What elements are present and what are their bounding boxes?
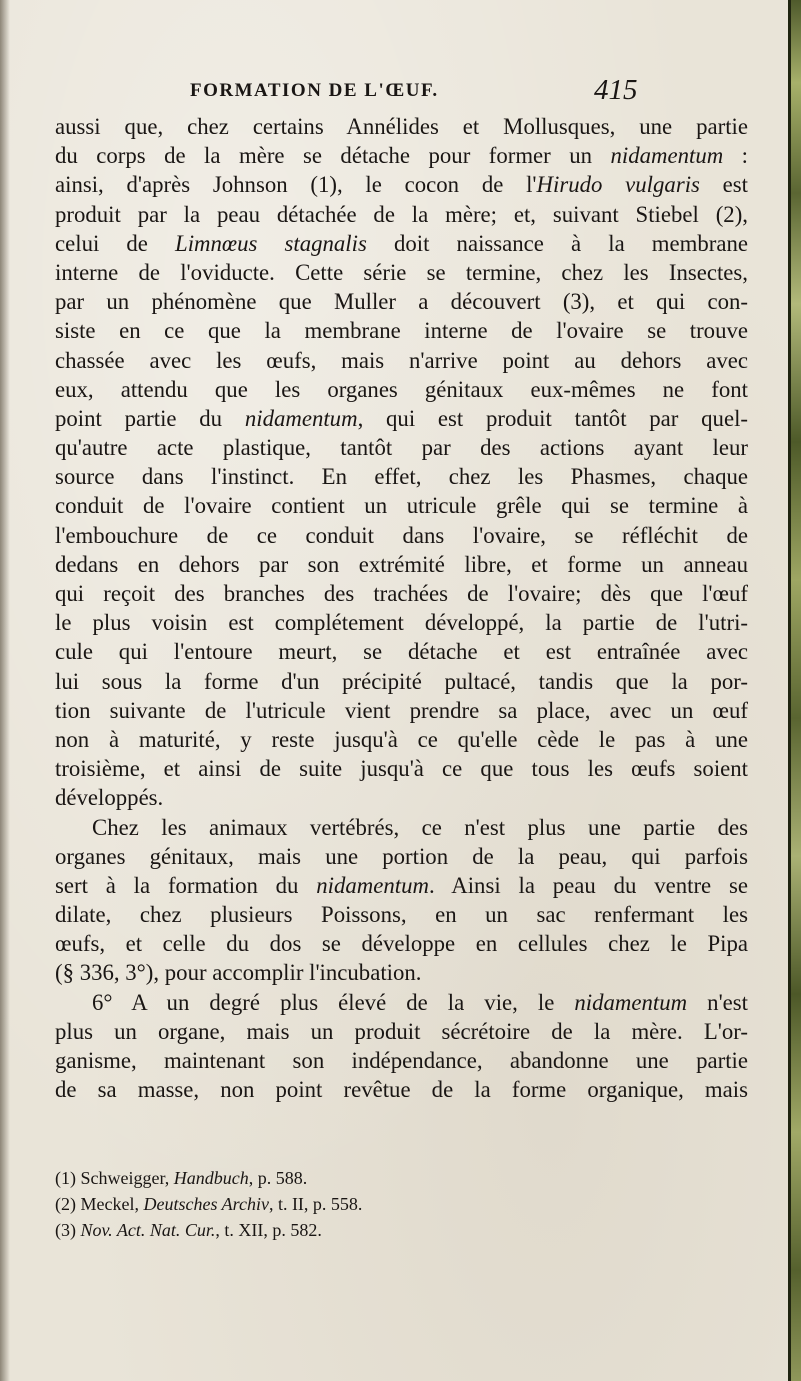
footnotes <box>55 1165 748 1243</box>
text-run: plus un organe, mais un produit sécrétoire de la mère. L'or- <box>55 1018 748 1044</box>
text-line <box>55 229 748 258</box>
text-line <box>55 871 748 900</box>
text-run: cule qui l'entoure meurt, se détache et est entraînée avec <box>55 639 748 665</box>
text-line <box>55 287 748 316</box>
text-line <box>55 958 748 987</box>
text-line <box>55 696 748 725</box>
text-line <box>55 637 748 666</box>
text-run: de sa masse, non point revêtue de la forme organique, mais <box>55 1077 748 1103</box>
text-run: qui reçoit des branches des trachées de l'ovaire; dès que l'œuf <box>55 581 748 606</box>
text-run: par un phénomène que Muller a découvert (3), et qui con- <box>55 289 748 315</box>
text-run: produit par la peau détachée de la mère; et, suivant Stiebel (2), <box>55 201 748 227</box>
text-run: organes génitaux, mais une portion de la peau, qui parfois <box>55 843 748 869</box>
text-run: ganisme, maintenant son indépendance, abandonne une partie <box>55 1048 748 1073</box>
footnote-italic-run: Handbuch <box>173 1168 249 1188</box>
text-run: non à maturité, y reste jusqu'à ce qu'elle cède le pas à une <box>55 726 748 752</box>
italic-run: nidamentum <box>316 872 429 898</box>
text-run: source dans l'instinct. En effet, chez les Phasmes, chaque <box>55 464 748 490</box>
italic-run: nidamentum <box>244 405 358 431</box>
text-line <box>55 550 748 579</box>
text-line <box>55 170 748 199</box>
page-edge-strip <box>788 0 801 1381</box>
footnote <box>55 1165 748 1191</box>
footnote-text-run: (1) Schweigger, <box>55 1168 174 1188</box>
footnote-text-run: (2) Meckel, <box>55 1194 144 1214</box>
text-line <box>55 783 748 812</box>
text-line <box>55 608 748 637</box>
text-line <box>55 1075 748 1104</box>
text-line <box>55 988 748 1017</box>
text-line <box>55 462 748 491</box>
page-number: 415 <box>594 74 638 106</box>
text-line <box>55 929 748 958</box>
text-run: point partie du <box>55 405 245 431</box>
footnote <box>55 1217 748 1243</box>
text-run: n'est <box>687 989 748 1015</box>
text-line <box>55 112 748 141</box>
text-run: tion suivante de l'utricule vient prendre sa place, avec un œuf <box>55 697 748 723</box>
text-line <box>55 433 748 462</box>
text-run: interne de l'oviducte. Cette série se termine, chez les Insectes, <box>55 259 748 285</box>
text-run: du corps de la mère se détache pour former un <box>55 143 611 169</box>
text-run: 6° A un degré plus élevé de la vie, le <box>92 989 575 1015</box>
text-line <box>55 346 748 375</box>
footnote-italic-run: Nov. Act. Nat. Cur. <box>80 1220 216 1240</box>
text-run: dilate, chez plusieurs Poissons, en un sac renfermant les <box>55 902 748 928</box>
text-line <box>55 842 748 871</box>
text-line <box>55 813 748 842</box>
text-line <box>55 375 748 404</box>
text-line <box>55 1046 748 1075</box>
text-line <box>55 579 748 608</box>
text-line <box>55 200 748 229</box>
italic-run: Hirudo vulgaris <box>536 172 700 198</box>
text-run: aussi que, chez certains Annélides et Mollusques, une partie <box>55 114 748 139</box>
text-run: (§ 336, 3°), pour accomplir l'incubation. <box>55 960 422 986</box>
text-run: est <box>699 172 748 198</box>
text-run: dedans en dehors par son extrémité libre, et forme un anneau <box>55 551 748 577</box>
text-line <box>55 404 748 433</box>
text-run: conduit de l'ovaire contient un utricule grêle qui se termine à <box>55 493 748 519</box>
text-run: troisième, et ainsi de suite jusqu'à ce que tous les œufs soient <box>55 756 748 782</box>
gutter-shadow <box>0 0 10 1381</box>
text-line <box>55 258 748 287</box>
text-run: eux, attendu que les organes génitaux eux-mêmes ne font <box>55 376 748 402</box>
text-run: ainsi, d'après Johnson (1), le cocon de l' <box>55 172 537 198</box>
text-run: qu'autre acte plastique, tantôt par des actions ayant leur <box>55 435 748 461</box>
italic-run: nidamentum <box>574 989 688 1015</box>
page-header <box>0 76 788 108</box>
text-line <box>55 521 748 550</box>
text-run: œufs, et celle du dos se développe en cellules chez le Pipa <box>55 931 748 957</box>
footnote-text-run: (3) <box>55 1220 81 1240</box>
text-run: . Ainsi la peau du ventre se <box>429 872 748 898</box>
text-run: le plus voisin est complétement développé, la partie de l'utri- <box>55 610 748 636</box>
text-run: , qui est produit tantôt par quel- <box>357 405 748 431</box>
text-line <box>55 316 748 345</box>
italic-run: nidamentum <box>610 143 724 169</box>
text-run: lui sous la forme d'un précipité pultacé, tandis que la por- <box>55 668 748 694</box>
running-head: FORMATION DE L'ŒUF. <box>190 80 439 101</box>
footnote-text-run: , t. XII, p. 582. <box>215 1220 322 1240</box>
text-line <box>55 900 748 929</box>
body-text <box>55 112 748 1104</box>
text-run: Chez les animaux vertébrés, ce n'est plus une partie des <box>92 814 748 840</box>
text-run: chassée avec les œufs, mais n'arrive point au dehors avec <box>55 347 748 373</box>
text-line <box>55 141 748 170</box>
text-line <box>55 754 748 783</box>
text-run: l'embouchure de ce conduit dans l'ovaire, se réfléchit de <box>55 522 748 548</box>
italic-run: Limnœus stagnalis <box>175 230 367 256</box>
footnote <box>55 1191 748 1217</box>
text-run: sert à la formation du <box>55 872 317 898</box>
text-line <box>55 725 748 754</box>
footnote-italic-run: Deutsches Archiv <box>143 1194 269 1214</box>
text-run: doit naissance à la membrane <box>366 230 748 256</box>
text-line <box>55 491 748 520</box>
text-line <box>55 1017 748 1046</box>
text-line <box>55 667 748 696</box>
footnote-text-run: , t. II, p. 558. <box>268 1194 363 1214</box>
text-run: celui de <box>55 230 176 256</box>
text-run: : <box>723 143 748 169</box>
text-run: siste en ce que la membrane interne de l'ovaire se trouve <box>55 318 748 344</box>
text-run: développés. <box>55 785 164 811</box>
footnote-text-run: , p. 588. <box>248 1168 308 1188</box>
